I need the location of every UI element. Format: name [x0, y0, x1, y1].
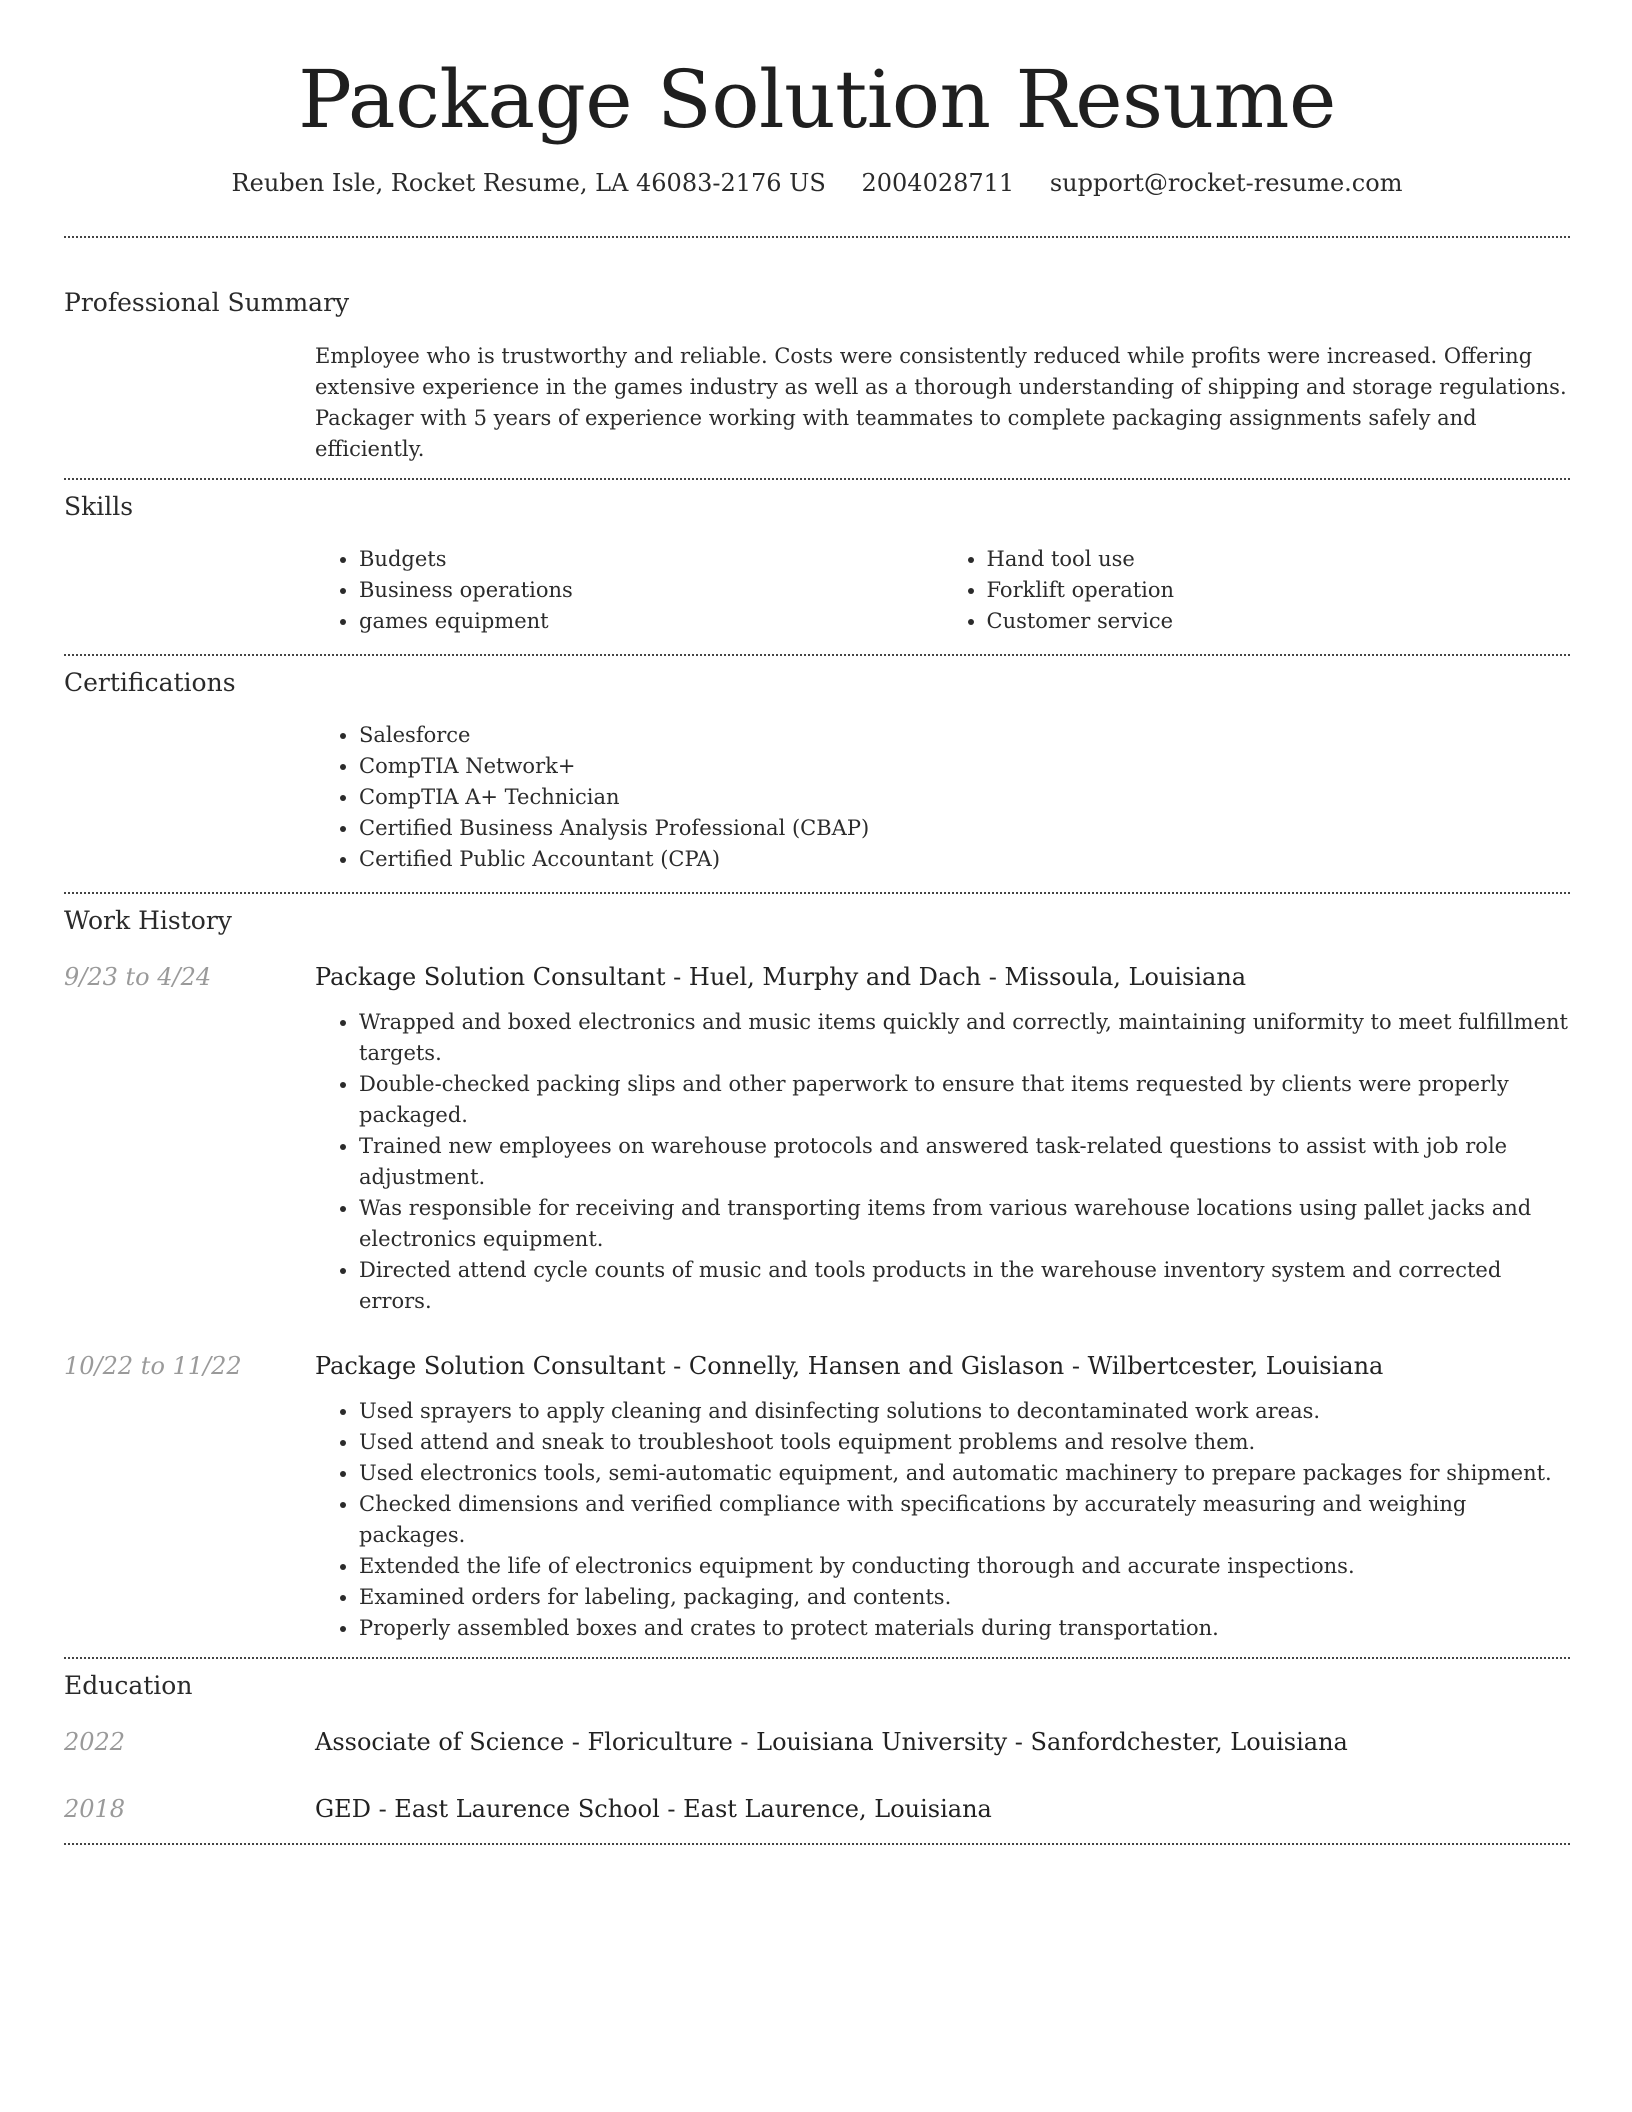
contact-line	[64, 166, 1570, 200]
skill-item: • Budgets	[359, 544, 943, 575]
skill-item: • games equipment	[359, 606, 943, 637]
education-entry	[64, 1792, 1570, 1843]
job-title: Package Solution Consultant - Huel, Murphy and Dach - Missoula, Louisiana	[315, 963, 1247, 991]
job-bullet: • Directed attend cycle counts of music and tools products in the warehouse inventory system and corrected errors.	[359, 1255, 1570, 1317]
contact-email: support@rocket-resume.com	[1049, 169, 1403, 197]
skills-list-right	[943, 544, 1571, 637]
education-year: 2018	[64, 1795, 126, 1823]
summary-heading: Professional Summary	[64, 288, 350, 317]
job-dates: 10/22 to 11/22	[64, 1352, 242, 1380]
job-bullet: • Wrapped and boxed electronics and music items quickly and correctly, maintaining uniformity to meet fulfillment targets.	[359, 1007, 1570, 1069]
job-bullet: • Was responsible for receiving and transporting items from various warehouse locations using pallet jacks and electronics equipment.	[359, 1193, 1570, 1255]
certification-item: • Certified Business Analysis Professional (CBAP)	[359, 813, 1570, 844]
skill-item: • Business operations	[359, 575, 943, 606]
job-bullet: • Examined orders for labeling, packaging, and contents.	[359, 1582, 1570, 1613]
job-bullets	[315, 1007, 1570, 1317]
job-title: Package Solution Consultant - Connelly, Hansen and Gislason - Wilbertcester, Louisiana	[315, 1352, 1384, 1380]
job-bullet: • Double-checked packing slips and other paperwork to ensure that items requested by clients were properly packaged.	[359, 1069, 1570, 1131]
skill-item: • Forklift operation	[987, 575, 1571, 606]
certifications-heading: Certifications	[64, 668, 236, 697]
skill-item: • Customer service	[987, 606, 1571, 637]
education-title: GED - East Laurence School - East Laurence, Louisiana	[315, 1795, 992, 1823]
education-section	[64, 1659, 1570, 1843]
job-bullet: • Trained new employees on warehouse protocols and answered task-related questions to assist with job role adjustment.	[359, 1131, 1570, 1193]
work-history-section	[64, 894, 1570, 1657]
job-bullet: • Used electronics tools, semi-automatic equipment, and automatic machinery to prepare packages for shipment.	[359, 1458, 1570, 1489]
summary-section	[64, 238, 1570, 478]
job-bullets	[315, 1396, 1570, 1644]
resume-title: Package Solution Resume	[298, 53, 1336, 146]
skills-section	[64, 480, 1570, 654]
job-entry	[64, 1349, 1570, 1657]
certification-item: • Salesforce	[359, 720, 1570, 751]
job-entry	[64, 960, 1570, 1317]
section-divider	[64, 1843, 1570, 1845]
job-bullet: • Used sprayers to apply cleaning and disinfecting solutions to decontaminated work areas.	[359, 1396, 1570, 1427]
education-heading: Education	[64, 1671, 193, 1700]
job-bullet: • Extended the life of electronics equipment by conducting thorough and accurate inspections.	[359, 1551, 1570, 1582]
education-title: Associate of Science - Floriculture - Louisiana University - Sanfordchester, Louisiana	[315, 1728, 1348, 1756]
skills-list-left	[315, 544, 943, 637]
certifications-section	[64, 656, 1570, 892]
resume-page	[64, 0, 1570, 1845]
contact-phone: 2004028711	[861, 169, 1015, 197]
certification-item: • CompTIA A+ Technician	[359, 782, 1570, 813]
work-history-heading: Work History	[64, 906, 232, 935]
contact-address: Reuben Isle, Rocket Resume, LA 46083-2176 US	[231, 169, 826, 197]
job-dates: 9/23 to 4/24	[64, 963, 212, 991]
job-bullet: • Used attend and sneak to troubleshoot tools equipment problems and resolve them.	[359, 1427, 1570, 1458]
certification-item: • Certified Public Accountant (CPA)	[359, 844, 1570, 875]
skills-heading: Skills	[64, 492, 134, 521]
job-bullet: • Checked dimensions and verified compliance with specifications by accurately measuring and weighing packages.	[359, 1489, 1570, 1551]
certification-item: • CompTIA Network+	[359, 751, 1570, 782]
job-bullet: • Properly assembled boxes and crates to protect materials during transportation.	[359, 1613, 1570, 1644]
summary-text: Employee who is trustworthy and reliable. Costs were consistently reduced while profits were increased. Offering extensive experience in the games industry as well as a thorough understanding of shipping and storage regulations. Packager with 5 years of experience working with teammates to complete packaging assignments safely and efficiently.	[315, 344, 1567, 461]
education-entry	[64, 1725, 1570, 1759]
education-year: 2022	[64, 1728, 126, 1756]
certifications-list	[315, 720, 1570, 875]
skill-item: • Hand tool use	[987, 544, 1571, 575]
